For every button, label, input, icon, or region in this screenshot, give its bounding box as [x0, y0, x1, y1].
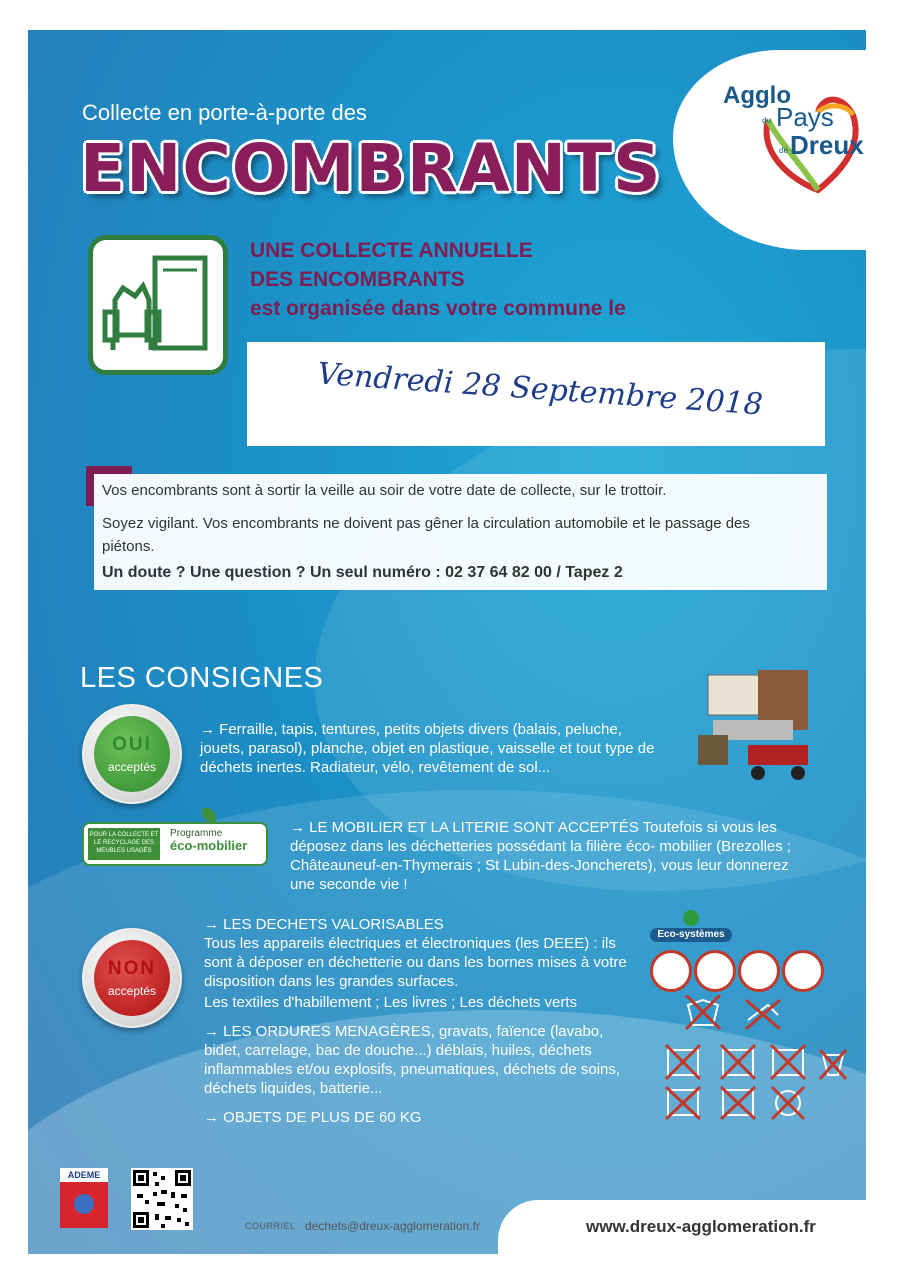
- poids-text: → OBJETS DE PLUS DE 60 KG: [204, 1109, 422, 1126]
- no-symbol-icon: [738, 950, 780, 992]
- no-symbol-icon: [694, 950, 736, 992]
- info-accent: [86, 466, 94, 506]
- oui-badge: [82, 704, 182, 804]
- logo-text: Dreux: [790, 130, 864, 160]
- ademe-text: ADEME: [60, 1168, 108, 1182]
- mobilier-text: → LE MOBILIER ET LA LITERIE SONT ACCEPTÉS Toutefois si vous les déposez dans les déchetteries possédant la filière éco- mobilier (Brezolles ; Châteauneuf-en-Thymerais ; St Lubin-des-Joncherets), vous leur donnerez une seconde vie !: [290, 819, 792, 893]
- bulky-waste-image: [688, 665, 838, 785]
- forbidden-items-icons: [648, 995, 848, 1125]
- eco-label-left: POUR LA COLLECTE ET LE RECYCLAGE DES MEUBLES USAGÉS: [88, 828, 160, 860]
- ademe-logo: [60, 1168, 108, 1228]
- non-badge: [82, 928, 182, 1028]
- eco-systemes-logo: [650, 910, 732, 942]
- page-title: ENCOMBRANTS: [80, 130, 662, 207]
- valorisables-text: Les textiles d'habillement ; Les livres ; Les déchets verts: [204, 994, 578, 1011]
- announcement-line: DES ENCOMBRANTS: [250, 268, 465, 291]
- eco-label-right: [170, 828, 247, 854]
- announcement-line: est organisée dans votre commune le: [250, 297, 626, 320]
- logo-text: de: [779, 146, 788, 155]
- mail-label: COURRIEL: [245, 1221, 296, 1231]
- no-symbol-icon: [782, 950, 824, 992]
- announcement: [250, 236, 626, 323]
- section-title: LES CONSIGNES: [80, 662, 324, 694]
- no-symbol-icon: [650, 950, 692, 992]
- logo-text: du: [762, 116, 771, 125]
- date-box: [247, 342, 825, 446]
- info-text: Soyez vigilant. Vos encombrants ne doivent pas gêner la circulation automobile et le passage des piétons.: [102, 515, 750, 555]
- email-link[interactable]: dechets@dreux-agglomeration.fr: [305, 1219, 480, 1233]
- leaf-icon: [202, 808, 216, 822]
- website-link[interactable]: www.dreux-agglomeration.fr: [586, 1217, 816, 1236]
- valorisables-heading: → LES DECHETS VALORISABLES: [204, 916, 444, 933]
- intro-text: Collecte en porte-à-porte des: [82, 100, 367, 125]
- handwritten-date: Vendredi 28 Septembre 2018: [316, 356, 764, 423]
- oui-text: → Ferraille, tapis, tentures, petits objets divers (balais, peluche, jouets, parasol), planche, objet en plastique, vaisselle et tout type de déchets inertes. Radiateur, vélo, revêtement de sol...: [200, 721, 655, 776]
- info-box: [94, 474, 827, 590]
- announcement-line: UNE COLLECTE ANNUELLE: [250, 239, 533, 262]
- info-text: Vos encombrants sont à sortir la veille au soir de votre date de collecte, sur le trottoir.: [102, 482, 667, 499]
- eco-label-text: éco-mobilier: [170, 838, 248, 853]
- eco-systemes-text: Eco-systèmes: [657, 929, 725, 940]
- eco-label-text: Programme: [170, 828, 223, 839]
- valorisables-text: Tous les appareils électriques et électroniques (les DEEE) : ils sont à déposer en déchetterie ou dans les bornes mises à votre disposition dans les grandes surfaces.: [204, 935, 627, 990]
- ordures-text: → LES ORDURES MENAGÈRES, gravats, faïence (lavabo, bidet, carrelage, bac de douche...) déblais, huiles, déchets inflammables et/ou explosifs, pneumatiques, déchets de soins, déchets liquides, batterie...: [204, 1023, 621, 1097]
- furniture-icon: [88, 235, 228, 375]
- logo-text: Agglo: [723, 82, 791, 109]
- qr-code-icon[interactable]: [131, 1168, 193, 1230]
- eco-mobilier-label: [82, 822, 268, 866]
- poster: [28, 30, 866, 1254]
- oui-badge-sub: acceptés: [107, 760, 157, 774]
- non-badge-sub: acceptés: [107, 984, 157, 998]
- info-phone: Un doute ? Une question ? Un seul numéro : 02 37 64 82 00 / Tapez 2: [102, 564, 623, 581]
- logo-text: Pays: [776, 102, 834, 132]
- oui-badge-word: OUI: [112, 734, 152, 755]
- non-badge-word: NON: [107, 958, 157, 979]
